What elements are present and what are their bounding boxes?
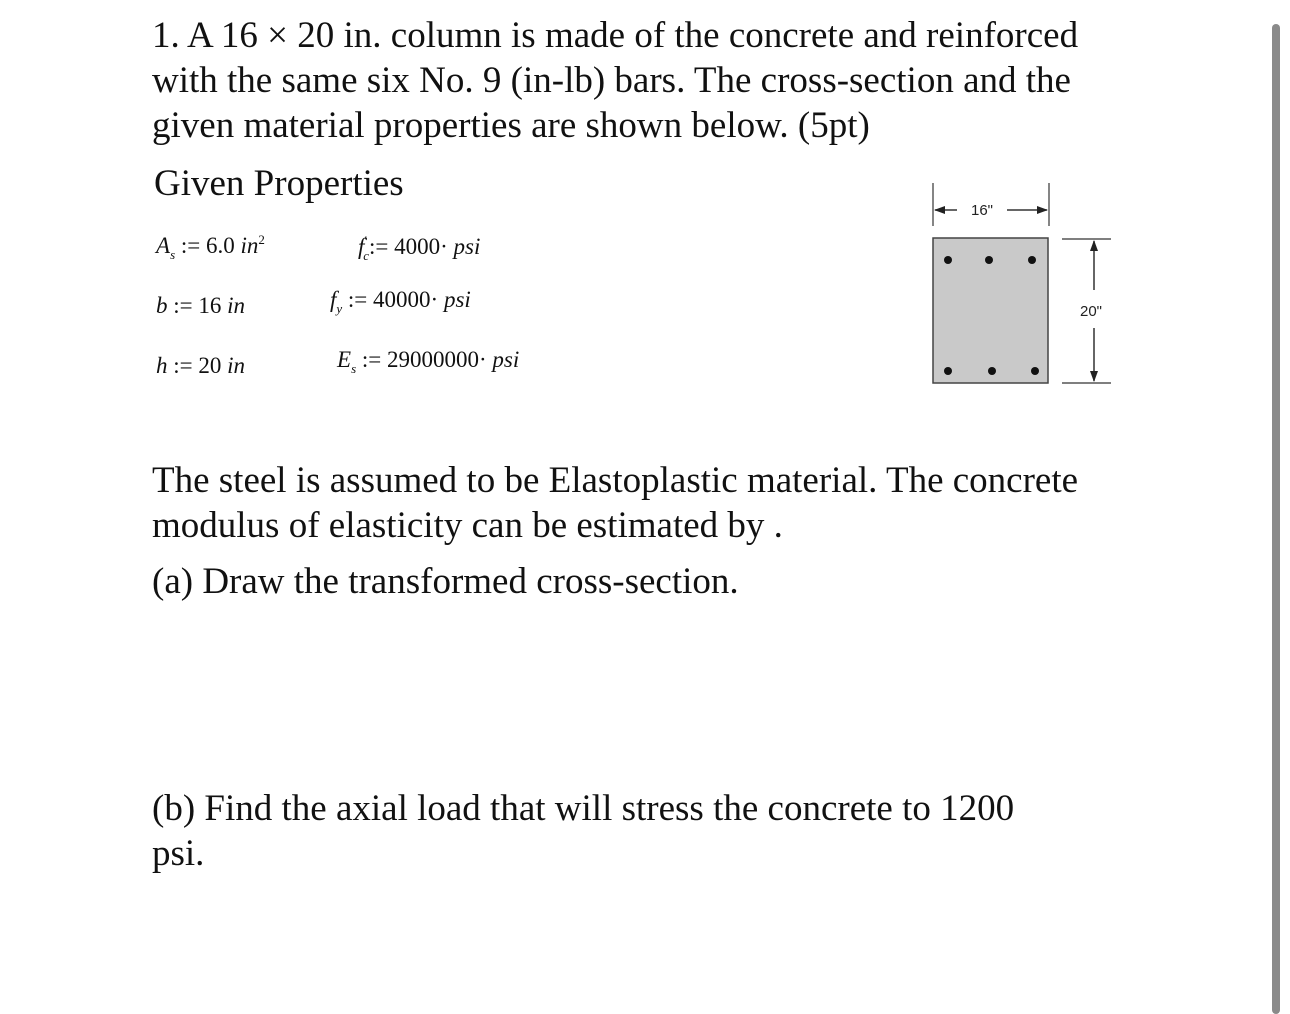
- eq-fc: $f'_c:= 4000\cdot$ psi: [358, 233, 481, 263]
- part-b: (b) Find the axial load that will stress the concrete to 1200 psi.: [152, 788, 1015, 874]
- rebar-top-left: [944, 256, 952, 264]
- height-arrow-up-icon: [1090, 240, 1098, 251]
- rebar-bottom-right: [1031, 367, 1039, 375]
- rebar-top-right: [1028, 256, 1036, 264]
- width-arrow-left-icon: [934, 206, 945, 214]
- eq-es: $E_s$ := 29000000· psi: [337, 347, 520, 376]
- given-properties-heading: Given Properties: [154, 163, 404, 204]
- vertical-scrollbar[interactable]: [1272, 24, 1280, 1014]
- height-label: 20": [1079, 303, 1103, 320]
- eq-h: h := 20 in: [156, 353, 246, 378]
- rebar-top-middle: [985, 256, 993, 264]
- width-label: 16": [970, 202, 994, 219]
- rebar-bottom-left: [944, 367, 952, 375]
- width-arrow-right-icon: [1037, 206, 1048, 214]
- column-cross-section-figure: [925, 178, 1115, 393]
- eq-b: b := 16 in: [156, 293, 246, 318]
- problem-statement: 1. A 16 × 20 in. column is made of the concrete and reinforced with the same six No. 9 (in-lb) bars. The cross-section and the given material properties are shown below. (5pt): [152, 15, 1079, 146]
- assumption-text: The steel is assumed to be Elastoplastic material. The concrete modulus of elasticity can be estimated by .: [152, 460, 1079, 546]
- eq-as: $A_s$ := 6.0 $in^2$: [156, 232, 265, 262]
- part-a: (a) Draw the transformed cross-section.: [152, 561, 739, 602]
- height-arrow-down-icon: [1090, 371, 1098, 382]
- rebar-bottom-middle: [988, 367, 996, 375]
- eq-fy: $f_y$ := 40000· psi: [330, 287, 471, 316]
